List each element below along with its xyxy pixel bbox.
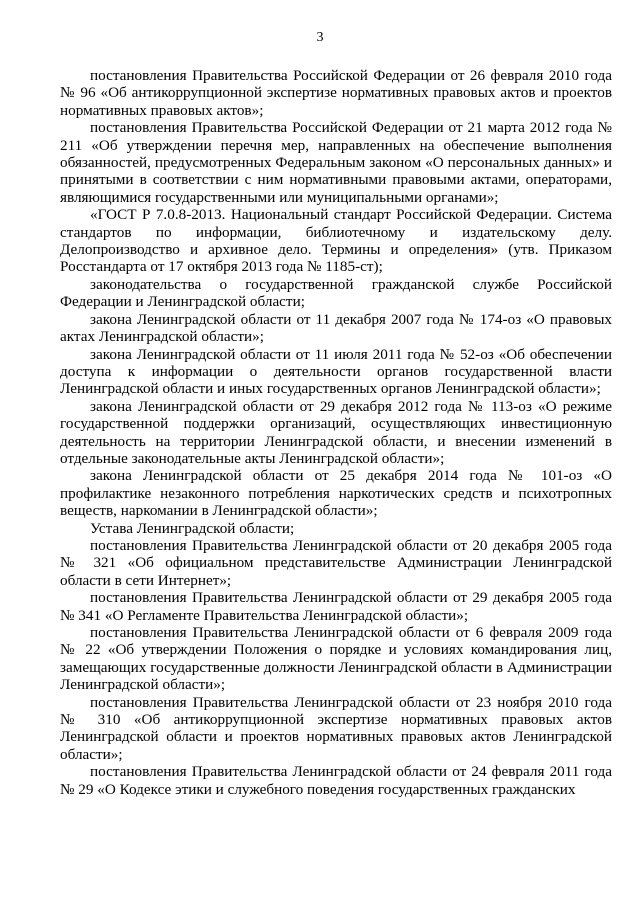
paragraph-5: закона Ленинградской области от 11 декабря 2007 года № 174-оз «О правовых актах Ленинградской области»; <box>60 310 612 346</box>
paragraph-9: Устава Ленинградской области; <box>90 519 295 537</box>
paragraph-7: закона Ленинградской области от 29 декабря 2012 года № 113-оз «О режиме государственной поддержки организаций, осуществляющих инвестиционную деятельность на территории Ленинградской области, и внесении изменений в отдельные законодательные акты Ленинградской области»; <box>60 397 612 467</box>
paragraph-13: постановления Правительства Ленинградской области от 23 ноября 2010 года № 310 «Об антикоррупционной экспертизе нормативных правовых актов Ленинградской области и проектов нормативных правовых актов Ленинградской области»; <box>60 693 612 763</box>
paragraph-12: постановления Правительства Ленинградской области от 6 февраля 2009 года № 22 «Об утверждении Положения о порядке и условиях командирования лиц, замещающих государственные должности Ленинградской области в Администрации Ленинградской области»; <box>60 624 612 694</box>
paragraph-11: постановления Правительства Ленинградской области от 29 декабря 2005 года № 341 «О Регламенте Правительства Ленинградской области»; <box>60 589 612 624</box>
paragraph-4: законодательства о государственной гражданской службе Российской Федерации и Ленинградской области; <box>60 275 612 311</box>
paragraph-1: постановления Правительства Российской Федерации от 26 февраля 2010 года № 96 «Об антикоррупционной экспертизе нормативных правовых актов и проектов нормативных правовых актов»; <box>60 67 612 119</box>
paragraph-10: постановления Правительства Ленинградской области от 20 декабря 2005 года № 321 «Об официальном представительстве Администрации Ленинградской области в сети Интернет»; <box>60 536 612 589</box>
paragraph-8: закона Ленинградской области от 25 декабря 2014 года № 101-оз «О профилактике незаконного потребления наркотических средств и психотропных веществ, наркомании в Ленинградской области»; <box>60 467 612 520</box>
paragraph-3: «ГОСТ Р 7.0.8-2013. Национальный стандарт Российской Федерации. Система стандартов по информации, библиотечному и издательскому делу. Делопроизводство и архивное дело. Термины и определения» (утв. Приказом Росстандарта от 17 октября 2013 года № 1185-ст); <box>60 206 612 276</box>
paragraph-2: постановления Правительства Российской Федерации от 21 марта 2012 года № 211 «Об утверждении перечня мер, направленных на обеспечение выполнения обязанностей, предусмотренных Федеральным законом «О персональных данных» и принятыми в соответствии с ним нормативными правовыми актами, операторами, являющимися государственными или муниципальными органами»; <box>60 119 612 206</box>
paragraph-14: постановления Правительства Ленинградской области от 24 февраля 2011 года № 29 «О Кодексе этики и служебного поведения государственных гражданских <box>60 763 612 798</box>
document-body <box>60 67 612 798</box>
page-number: 3 <box>316 30 324 45</box>
paragraph-6: закона Ленинградской области от 11 июля 2011 года № 52-оз «Об обеспечении доступа к информации о деятельности органов государственной власти Ленинградской области и иных государственных органов Ленинградской области»; <box>60 345 612 398</box>
